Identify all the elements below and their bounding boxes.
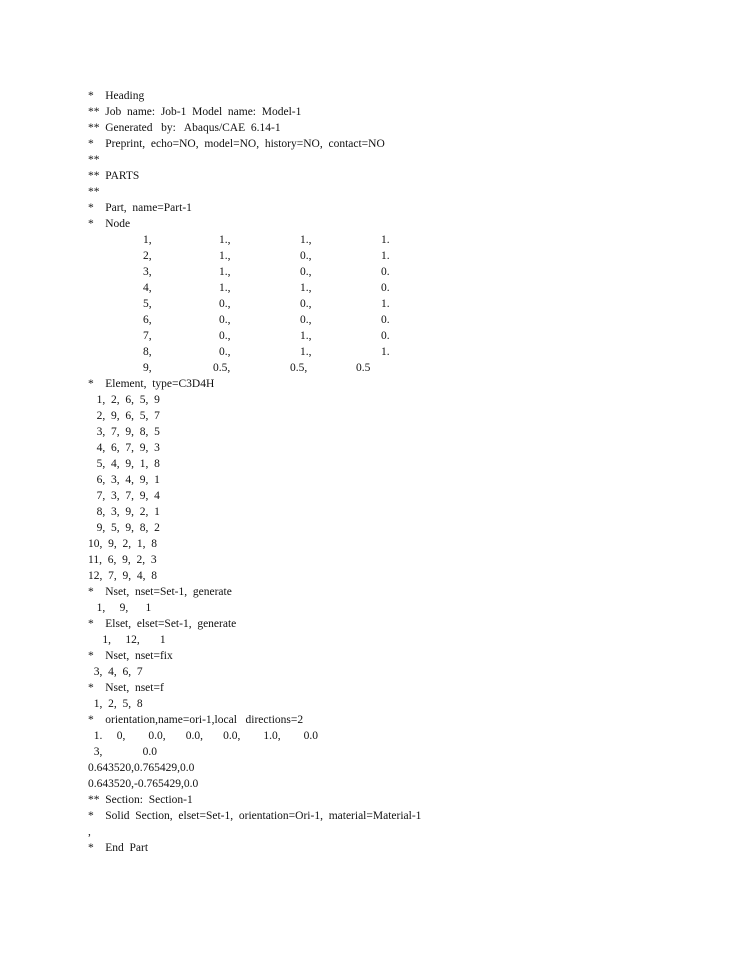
node-value: 9, (143, 362, 152, 374)
node-value: 4, (143, 282, 152, 294)
text-line: ** PARTS (88, 170, 140, 182)
node-value: 1., (300, 282, 312, 294)
node-value: 1., (219, 266, 231, 278)
node-value: 0., (300, 314, 312, 326)
text-line: 3, 0.0 (88, 746, 157, 758)
node-value: 0. (381, 314, 390, 326)
node-value: 0. (381, 266, 390, 278)
text-line: 2, 9, 6, 5, 7 (88, 410, 160, 422)
text-line: * Elset, elset=Set-1, generate (88, 618, 237, 630)
text-line: 1, 12, 1 (88, 634, 166, 646)
node-value: 1., (300, 346, 312, 358)
text-line: 7, 3, 7, 9, 4 (88, 490, 160, 502)
text-line: ** (88, 154, 100, 166)
node-value: 1., (219, 282, 231, 294)
node-value: 0., (219, 298, 231, 310)
node-value: 0. (381, 282, 390, 294)
node-value: 8, (143, 346, 152, 358)
node-value: 5, (143, 298, 152, 310)
text-line: ** (88, 186, 100, 198)
node-value: 1., (300, 330, 312, 342)
text-line: 11, 6, 9, 2, 3 (88, 554, 157, 566)
node-value: 0., (219, 314, 231, 326)
text-line: 0.643520,0.765429,0.0 (88, 762, 195, 774)
node-value: 0.5 (356, 362, 371, 374)
text-line: * Preprint, echo=NO, model=NO, history=NO, contact=NO (88, 138, 385, 150)
node-value: 0., (219, 346, 231, 358)
text-line: 3, 7, 9, 8, 5 (88, 426, 160, 438)
node-value: 0., (300, 250, 312, 262)
text-line: * Heading (88, 90, 145, 102)
text-line: 1, 2, 5, 8 (88, 698, 143, 710)
text-line: 10, 9, 2, 1, 8 (88, 538, 157, 550)
text-line: 0.643520,-0.765429,0.0 (88, 778, 199, 790)
node-value: 0., (300, 266, 312, 278)
node-value: 1., (219, 250, 231, 262)
node-value: 7, (143, 330, 152, 342)
text-line: 3, 4, 6, 7 (88, 666, 143, 678)
text-line: * orientation,name=ori-1,local directions=2 (88, 714, 304, 726)
node-value: 1. (381, 250, 390, 262)
node-value: 0., (219, 330, 231, 342)
text-line: 1, 2, 6, 5, 9 (88, 394, 160, 406)
text-line: * Solid Section, elset=Set-1, orientation=Ori-1, material=Material-1 (88, 810, 422, 822)
node-value: 0. (381, 330, 390, 342)
text-line: 8, 3, 9, 2, 1 (88, 506, 160, 518)
node-value: 1., (300, 234, 312, 246)
node-value: 1. (381, 234, 390, 246)
node-value: 1. (381, 346, 390, 358)
text-line: * Nset, nset=fix (88, 650, 173, 662)
node-value: 3, (143, 266, 152, 278)
text-line: ** Section: Section-1 (88, 794, 193, 806)
text-line: * Nset, nset=f (88, 682, 164, 694)
node-value: 2, (143, 250, 152, 262)
node-value: 0.5, (290, 362, 308, 374)
node-value: 0.5, (213, 362, 231, 374)
text-line: 1. 0, 0.0, 0.0, 0.0, 1.0, 0.0 (88, 730, 318, 742)
text-line: 5, 4, 9, 1, 8 (88, 458, 160, 470)
text-line: 4, 6, 7, 9, 3 (88, 442, 160, 454)
node-value: 0., (300, 298, 312, 310)
text-line: * Element, type=C3D4H (88, 378, 215, 390)
text-line: 6, 3, 4, 9, 1 (88, 474, 160, 486)
node-value: 6, (143, 314, 152, 326)
text-line: * End Part (88, 842, 149, 854)
node-value: 1., (219, 234, 231, 246)
text-line: * Part, name=Part-1 (88, 202, 192, 214)
text-line: * Nset, nset=Set-1, generate (88, 586, 232, 598)
node-value: 1, (143, 234, 152, 246)
text-line: 1, 9, 1 (88, 602, 152, 614)
text-line: , (88, 826, 91, 838)
text-line: * Node (88, 218, 131, 230)
text-line: ** Job name: Job-1 Model name: Model-1 (88, 106, 302, 118)
text-line: ** Generated by: Abaqus/CAE 6.14-1 (88, 122, 281, 134)
node-value: 1. (381, 298, 390, 310)
text-line: 9, 5, 9, 8, 2 (88, 522, 160, 534)
text-line: 12, 7, 9, 4, 8 (88, 570, 157, 582)
